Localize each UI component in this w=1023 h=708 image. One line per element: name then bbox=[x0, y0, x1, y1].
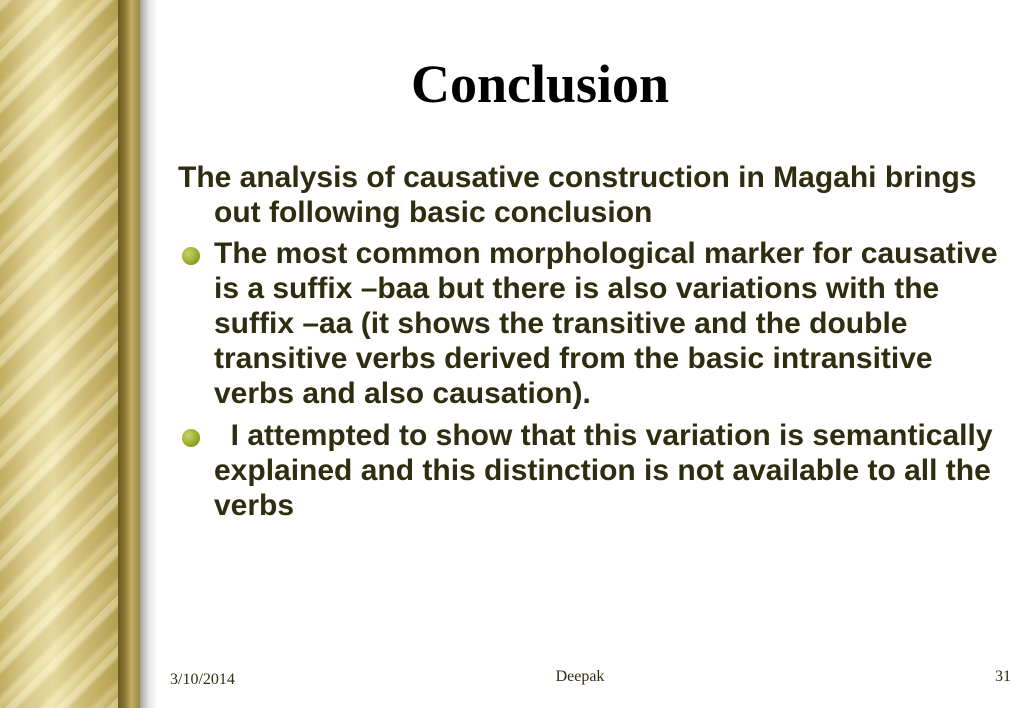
bullet-list bbox=[178, 236, 1008, 523]
decorative-left-stripe bbox=[118, 0, 140, 708]
bullet-text: I attempted to show that this variation is semantically explained and this distinction is not available to all the verbs bbox=[214, 419, 1001, 522]
decorative-left-column bbox=[0, 0, 118, 708]
footer-page-number: 31 bbox=[995, 668, 1011, 685]
slide-body bbox=[178, 160, 1008, 530]
intro-paragraph: The analysis of causative construction in Magahi brings out following basic conclusion bbox=[178, 161, 977, 229]
bullet-dot-icon bbox=[182, 429, 200, 447]
bullet-item bbox=[178, 236, 1008, 411]
decorative-left-shadow bbox=[140, 0, 158, 708]
slide-title: Conclusion bbox=[410, 54, 670, 114]
bullet-item bbox=[178, 418, 1008, 523]
footer-date: 3/10/2014 bbox=[170, 671, 235, 688]
bullet-dot-icon bbox=[182, 247, 200, 265]
bullet-text: The most common morphological marker for causative is a suffix –baa but there is also variations with the suffix –aa (it shows the transitive and the double transitive verbs derived from the basic intransitive verbs and also causation). bbox=[214, 237, 998, 410]
footer-author: Deepak bbox=[555, 668, 605, 685]
